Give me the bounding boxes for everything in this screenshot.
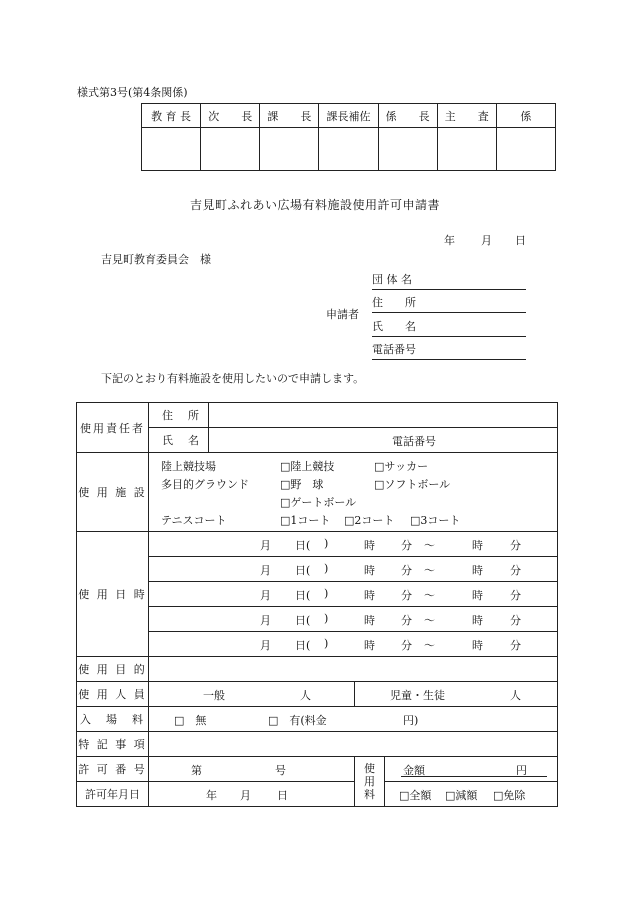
approval-header-deputy: 次 長 <box>201 104 260 128</box>
applicant-name-label: 氏 名 <box>372 320 416 333</box>
responsible-address-label: 住 所 <box>149 403 209 428</box>
entry-fee-options <box>149 707 558 732</box>
datetime-slot[interactable] <box>149 532 558 557</box>
stamp-cell[interactable] <box>496 128 555 171</box>
stamp-cell[interactable] <box>437 128 496 171</box>
facility-option-court1[interactable]: □1コート <box>280 514 331 527</box>
stamp-cell[interactable] <box>142 128 201 171</box>
datetime-month-label: 月 <box>260 564 271 577</box>
facility-label: 使 用 施 設 <box>77 453 149 532</box>
responsible-name-input[interactable] <box>209 428 558 453</box>
datetime-minute-label: 分 <box>401 539 412 552</box>
form-number: 様式第3号(第4条関係) <box>77 86 188 99</box>
fee-amount-label: 金額 <box>403 764 425 777</box>
permit-number-row <box>77 757 558 782</box>
responsible-name-label: 氏 名 <box>149 428 209 453</box>
applicant-phone-label: 電話番号 <box>372 343 416 356</box>
people-general-label: 一般 <box>203 689 225 702</box>
datetime-row <box>77 532 558 557</box>
notes-input[interactable] <box>149 732 558 757</box>
purpose-input[interactable] <box>149 657 558 682</box>
people-students-label: 児童・生徒 <box>390 689 445 702</box>
facility-row <box>77 453 558 532</box>
date-day-label: 日 <box>515 234 526 247</box>
datetime-row <box>77 557 558 582</box>
applicant-name-field[interactable] <box>372 318 526 337</box>
notes-row <box>77 732 558 757</box>
datetime-minute-label: 分 <box>401 564 412 577</box>
datetime-hour-label: 時 <box>364 614 375 627</box>
datetime-day-label: 日( <box>295 589 311 602</box>
applicant-phone-field[interactable] <box>372 341 526 360</box>
permit-date-label: 許可年月日 <box>77 782 149 807</box>
responsible-address-row <box>77 403 558 428</box>
responsible-label: 使用責任者 <box>77 403 149 453</box>
people-general-unit: 人 <box>300 689 311 702</box>
datetime-paren-label: ) <box>324 612 329 625</box>
datetime-day-label: 日( <box>295 639 311 652</box>
datetime-minute2-label: 分 <box>510 539 521 552</box>
permit-date-month: 月 <box>240 789 251 802</box>
applicant-label: 申請者 <box>326 308 359 321</box>
facility-option-softball[interactable]: □ソフトボール <box>374 478 451 491</box>
facility-option-court2[interactable]: □2コート <box>344 514 395 527</box>
responsible-name-row <box>77 428 558 453</box>
application-table <box>76 402 558 807</box>
facility-group-athletics: 陸上競技場 <box>161 460 216 473</box>
datetime-minute2-label: 分 <box>510 589 521 602</box>
fee-label: 使 用 料 <box>355 757 385 807</box>
people-students-input[interactable] <box>355 682 558 707</box>
approval-header-assistant-chief: 課長補佐 <box>319 104 378 128</box>
datetime-day-label: 日( <box>295 564 311 577</box>
facility-option-gateball[interactable]: □ゲートボール <box>280 496 357 509</box>
applicant-group-field[interactable] <box>372 271 526 290</box>
approval-header-row <box>142 104 556 128</box>
datetime-paren-label: ) <box>324 562 329 575</box>
datetime-slot[interactable] <box>149 582 558 607</box>
permit-number-suffix: 号 <box>275 764 286 777</box>
facility-options <box>149 453 558 532</box>
datetime-minute2-label: 分 <box>510 564 521 577</box>
datetime-day-label: 日( <box>295 614 311 627</box>
entry-fee-yen-label: 円) <box>403 714 419 727</box>
fee-option-full[interactable]: □全額 <box>399 789 432 802</box>
datetime-hour2-label: 時 <box>472 539 483 552</box>
entry-fee-label: 入 場 料 <box>77 707 149 732</box>
datetime-hour2-label: 時 <box>472 564 483 577</box>
people-row <box>77 682 558 707</box>
purpose-label: 使 用 目 的 <box>77 657 149 682</box>
datetime-slot[interactable] <box>149 632 558 657</box>
facility-option-track[interactable]: □陸上競技 <box>280 460 335 473</box>
datetime-paren-label: ) <box>324 637 329 650</box>
fee-option-reduced[interactable]: □減額 <box>445 789 478 802</box>
addressee: 吉見町教育委員会 様 <box>101 253 211 266</box>
approval-header-superintendent: 教 育 長 <box>142 104 201 128</box>
datetime-tilde-label: ～ <box>424 564 435 577</box>
facility-group-tennis: テニスコート <box>161 514 227 527</box>
permit-number-label: 許 可 番 号 <box>77 757 149 782</box>
applicant-address-label: 住 所 <box>372 296 416 309</box>
approval-header-inspector: 主 査 <box>437 104 496 128</box>
facility-option-soccer[interactable]: □サッカー <box>374 460 429 473</box>
permit-date-row <box>77 782 558 807</box>
datetime-tilde-label: ～ <box>424 589 435 602</box>
datetime-hour2-label: 時 <box>472 639 483 652</box>
people-label: 使 用 人 員 <box>77 682 149 707</box>
purpose-row <box>77 657 558 682</box>
datetime-tilde-label: ～ <box>424 539 435 552</box>
datetime-hour2-label: 時 <box>472 589 483 602</box>
notes-label: 特 記 事 項 <box>77 732 149 757</box>
fee-type-options <box>385 782 558 807</box>
stamp-cell[interactable] <box>201 128 260 171</box>
fee-amount-input[interactable] <box>385 757 558 782</box>
permit-number-input[interactable] <box>149 757 355 782</box>
datetime-month-label: 月 <box>260 539 271 552</box>
datetime-minute2-label: 分 <box>510 639 521 652</box>
datetime-paren-label: ) <box>324 537 329 550</box>
approval-header-staff: 係 <box>496 104 555 128</box>
datetime-day-label: 日( <box>295 539 311 552</box>
approval-header-subsection-chief: 係 長 <box>378 104 437 128</box>
permit-number-prefix: 第 <box>191 764 202 777</box>
datetime-minute-label: 分 <box>401 614 412 627</box>
facility-group-multipurpose: 多目的グラウンド <box>161 478 249 491</box>
datetime-minute2-label: 分 <box>510 614 521 627</box>
stamp-cell[interactable] <box>260 128 319 171</box>
datetime-tilde-label: ～ <box>424 614 435 627</box>
datetime-label: 使 用 日 時 <box>77 532 149 657</box>
responsible-address-input[interactable] <box>209 403 558 428</box>
applicant-address-field[interactable] <box>372 294 526 313</box>
responsible-phone-label: 電話番号 <box>392 435 436 448</box>
entry-fee-none-checkbox[interactable]: □ 無 <box>174 714 207 727</box>
stamp-cell[interactable] <box>378 128 437 171</box>
datetime-hour-label: 時 <box>364 564 375 577</box>
approval-table <box>141 103 556 171</box>
datetime-hour-label: 時 <box>364 539 375 552</box>
people-general-input[interactable] <box>149 682 355 707</box>
datetime-month-label: 月 <box>260 589 271 602</box>
permit-date-year: 年 <box>206 789 217 802</box>
form-title: 吉見町ふれあい広場有料施設使用許可申請書 <box>189 198 440 212</box>
permit-date-day: 日 <box>277 789 288 802</box>
datetime-minute-label: 分 <box>401 589 412 602</box>
people-students-unit: 人 <box>510 689 521 702</box>
approval-stamp-row <box>142 128 556 171</box>
datetime-hour-label: 時 <box>364 639 375 652</box>
intro-text: 下記のとおり有料施設を使用したいので申請します。 <box>101 372 365 385</box>
datetime-row <box>77 582 558 607</box>
datetime-slot[interactable] <box>149 557 558 582</box>
datetime-month-label: 月 <box>260 639 271 652</box>
datetime-row <box>77 632 558 657</box>
facility-option-court3[interactable]: □3コート <box>410 514 461 527</box>
datetime-slot[interactable] <box>149 607 558 632</box>
datetime-month-label: 月 <box>260 614 271 627</box>
fee-amount-unit: 円 <box>516 764 527 777</box>
stamp-cell[interactable] <box>319 128 378 171</box>
fee-option-exempt[interactable]: □免除 <box>493 789 526 802</box>
datetime-tilde-label: ～ <box>424 639 435 652</box>
datetime-hour-label: 時 <box>364 589 375 602</box>
permit-date-input[interactable] <box>149 782 355 807</box>
entry-fee-row <box>77 707 558 732</box>
datetime-paren-label: ) <box>324 587 329 600</box>
date-month-label: 月 <box>481 234 492 247</box>
approval-header-section-chief: 課 長 <box>260 104 319 128</box>
datetime-row <box>77 607 558 632</box>
datetime-minute-label: 分 <box>401 639 412 652</box>
entry-fee-yes-checkbox[interactable]: □ 有(料金 <box>268 714 327 727</box>
datetime-hour2-label: 時 <box>472 614 483 627</box>
facility-option-baseball[interactable]: □野 球 <box>280 478 324 491</box>
applicant-group-label: 団 体 名 <box>372 273 412 286</box>
date-year-label: 年 <box>444 234 455 247</box>
